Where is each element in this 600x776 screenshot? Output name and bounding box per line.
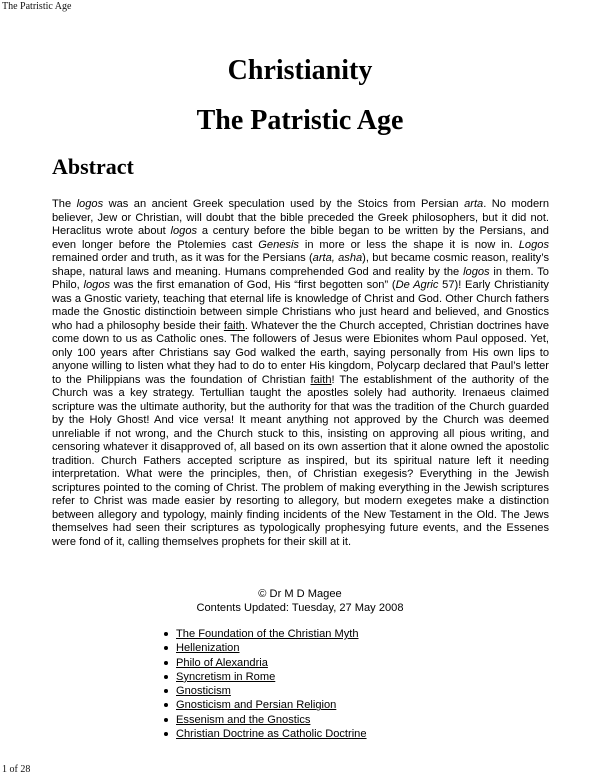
italic-term: Genesis [258, 238, 299, 251]
italic-term: arta, asha [312, 252, 363, 264]
text-run: 57)! Early Christianity was a Gnostic variety, teaching that eternal life is knowledge of Christ and God. Other Church fathers made the Gnostic distinctioin between simple Christians who just heard and believed, and Gnostics who had a philosophy beside their [52, 279, 549, 332]
list-item [163, 698, 367, 712]
author-credit: © Dr M D Magee [258, 588, 342, 600]
contents-link-essenism[interactable]: Essenism and the Gnostics [176, 713, 311, 726]
text-run: in more or less the shape it is now in. [298, 238, 519, 251]
list-item [163, 727, 367, 741]
text-run: was an ancient Greek speculation used by the Stoics from Persian [103, 198, 465, 210]
list-item [163, 627, 367, 641]
italic-term: arta [464, 198, 484, 210]
text-run: was the first emanation of God, His “first begotten son” ( [110, 279, 396, 291]
list-item [163, 713, 367, 727]
italic-term: De Agric [395, 279, 439, 291]
contents-link-philo[interactable]: Philo of Alexandria [176, 656, 268, 669]
abstract-paragraph [52, 198, 549, 549]
list-item [163, 656, 367, 670]
running-header: The Patristic Age [2, 1, 72, 12]
contents-link-gnosticism[interactable]: Gnosticism [176, 685, 231, 698]
faith-link[interactable]: faith [223, 319, 245, 332]
text-run: ), but became cosmic reason, reality’s shape, natural laws and meaning. Humans comprehended God and reality by the [52, 252, 550, 278]
page-number: 1 of 28 [2, 764, 31, 775]
list-item [163, 641, 367, 655]
document-subtitle: The Patristic Age [196, 105, 404, 136]
abstract-heading: Abstract [52, 154, 134, 179]
contents-link-gnosticism-persian[interactable]: Gnosticism and Persian Religion [176, 699, 337, 712]
text-run: remained order and truth, as it was for the Persians ( [52, 252, 313, 264]
text-run: in them. To Philo, [52, 265, 549, 291]
italic-term: logos [463, 265, 490, 278]
contents-link-hellenization[interactable]: Hellenization [176, 642, 240, 655]
text-run: The [52, 198, 77, 210]
list-item [163, 684, 367, 698]
italic-term: logos [170, 225, 198, 237]
text-run: . No modern believer, Jew or Christian, will doubt that the bible preceded the Greek philosophers, but it did not. Heraclitus wrote about [52, 198, 550, 237]
italic-term: logos [83, 279, 111, 291]
contents-link-christian-doctrine[interactable]: Christian Doctrine as Catholic Doctrine [176, 728, 367, 741]
italic-term: Logos [518, 238, 549, 251]
text-run: ! The establishment of the authority of the Church was a key strategy. Tertullian taught the apostles solely had authority. Irenaeus claimed scripture was the ultimate authority, but the authority for that was the tradition of the Church guarded by the Holy Ghost! And vice versa! It meant anything not approved by the Church was deemed unreliable if not wrong, and the Church stuck to this, insisting on approving all pious writing, and censoring whatever it disapproved of, all based on its own assertion that it alone owned the apostolic tradition. Church Fathers accepted scripture as inspired, but its spiritual nature left it needing interpretation. What were the principles, then, of Christian exegesis? Everything in the Jewish scriptures pointed to the coming of Christ. The problem of making everything in the Jewish scriptures refer to Christ was made easier by resorting to allegory, but modern exegetes make a distinction between allegory and typology, mainly finding incidents of the New Testament in the Old. The Jews themselves had seen their scriptures as typologically prophesying future events, and the Essenes were fond of it, calling themselves prophets for their skill at it. [52, 373, 549, 548]
updated-date: Contents Updated: Tuesday, 27 May 2008 [196, 602, 404, 614]
document-title: Christianity [227, 55, 373, 86]
contents-link-syncretism[interactable]: Syncretism in Rome [176, 670, 276, 683]
contents-link-foundation[interactable]: The Foundation of the Christian Myth [176, 628, 359, 640]
text-run: a century before the bible began to be written by the Persians, and even longer before the Ptolemies cast [52, 225, 549, 251]
italic-term: logos [76, 198, 104, 210]
contents-list [163, 627, 367, 741]
text-run: . Whatever the the Church accepted, Christian doctrines have come down to us as Catholic ones. The followers of Jesus were Ebionites whom Paul opposed. Yet, only 100 years after Christians say God walked the earth, saying personally from His own lips to anyone willing to listen what they had to do to enter His kingdom, Polycarp declared that Paul’s letter to the Philippians was the foundation of Christian [52, 319, 549, 386]
list-item [163, 670, 367, 684]
faith-link[interactable]: faith [310, 373, 332, 386]
